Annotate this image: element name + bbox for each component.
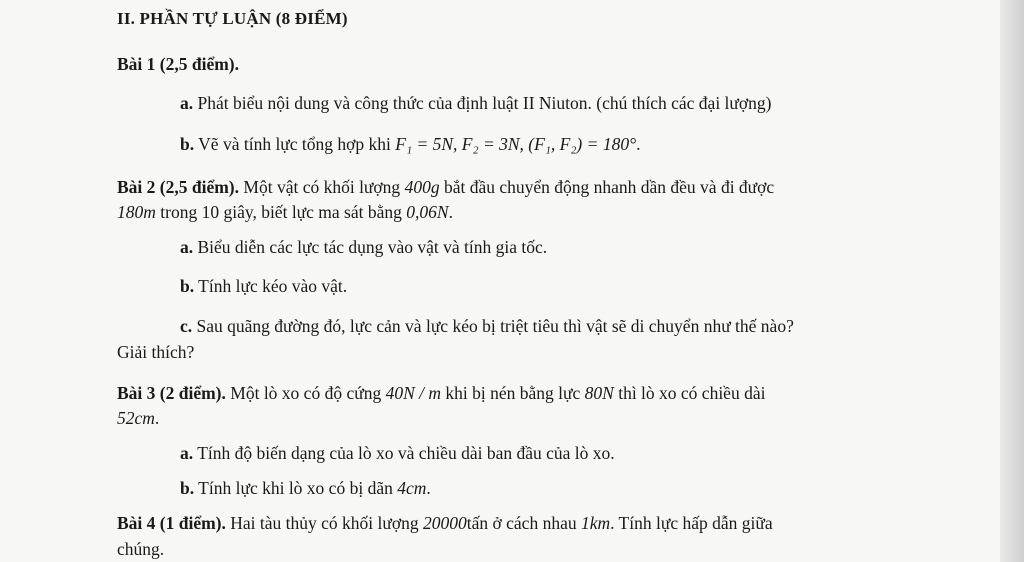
text: thì lò xo có chiều dài [618, 383, 766, 403]
bai3-line1 [117, 382, 765, 404]
bai3-heading: Bài 3 (2 điểm). [117, 383, 226, 403]
distance-value: 180m [117, 202, 156, 222]
item-text: Phát biểu nội dung và công thức của định luật II Niuton. (chú thích các đại lượng) [197, 93, 772, 113]
text: tấn ở cách nhau [466, 513, 577, 533]
force-value: 80N [584, 383, 614, 403]
text: Hai tàu thủy có khối lượng [230, 513, 419, 533]
item-text: Sau quãng đường đó, lực cản và lực kéo bị triệt tiêu thì vật sẽ di chuyển như thế nào? [196, 316, 794, 336]
item-label: a. [180, 237, 194, 257]
item-text: Tính độ biến dạng của lò xo và chiều dài ban đầu của lò xo. [197, 443, 615, 463]
section-title: II. PHẦN TỰ LUẬN (8 ĐIỂM) [117, 9, 348, 28]
bai4-heading: Bài 4 (1 điểm). [117, 513, 226, 533]
text: bắt đầu chuyển động nhanh dần đều và đi được [443, 177, 775, 197]
period: . [636, 134, 641, 154]
distance-value: 1km [580, 513, 611, 533]
formula: F₁ = 5N, F₂ = 3N, (F₁, F₂) = 180° [395, 134, 637, 154]
period: . [426, 478, 431, 498]
item-label: a. [180, 93, 194, 113]
bai2-item-a [180, 236, 547, 258]
bai1-item-b [180, 133, 640, 155]
bai2-line2 [117, 201, 453, 223]
bai2-item-c-cont: Giải thích? [117, 342, 195, 362]
period: . [154, 408, 160, 428]
bai2-line1 [117, 176, 774, 198]
bai3-item-b [180, 477, 431, 499]
item-label: b. [180, 478, 195, 498]
bai1-heading: Bài 1 (2,5 điểm). [117, 54, 240, 74]
item-text: Tính lực khi lò xo có bị dãn [198, 478, 393, 498]
bai2-item-c [180, 315, 794, 337]
item-text: Vẽ và tính lực tổng hợp khi [198, 134, 391, 154]
stiffness-value: 40N / m [385, 383, 442, 403]
stretch-value: 4cm [397, 478, 427, 498]
text: . Tính lực hấp dẫn giữa [610, 513, 773, 533]
text: Một vật có khối lượng [243, 177, 401, 197]
bai2-item-b [180, 275, 347, 297]
mass-value: 20000 [423, 513, 467, 533]
item-text: Tính lực kéo vào vật. [198, 276, 348, 296]
text: khi bị nén bằng lực [445, 383, 581, 403]
item-label: b. [180, 134, 195, 154]
bai4-line2: chúng. [117, 539, 165, 559]
text: trong 10 giây, biết lực ma sát bằng [160, 202, 402, 222]
item-text: Biểu diễn các lực tác dụng vào vật và tính gia tốc. [197, 237, 548, 257]
bai3-item-a [180, 442, 615, 464]
bai1-item-a [180, 92, 771, 114]
item-label: c. [180, 316, 193, 336]
bai3-line2 [117, 407, 159, 429]
bai2-heading: Bài 2 (2,5 điểm). [117, 177, 240, 197]
friction-value: 0,06N [406, 202, 449, 222]
text: Một lò xo có độ cứng [230, 383, 382, 403]
page-edge-shadow [1000, 0, 1024, 562]
item-label: a. [180, 443, 194, 463]
item-label: b. [180, 276, 195, 296]
bai4-line1 [117, 512, 773, 534]
length-value: 52cm [117, 408, 155, 428]
period: . [448, 202, 453, 222]
mass-value: 400g [404, 177, 440, 197]
